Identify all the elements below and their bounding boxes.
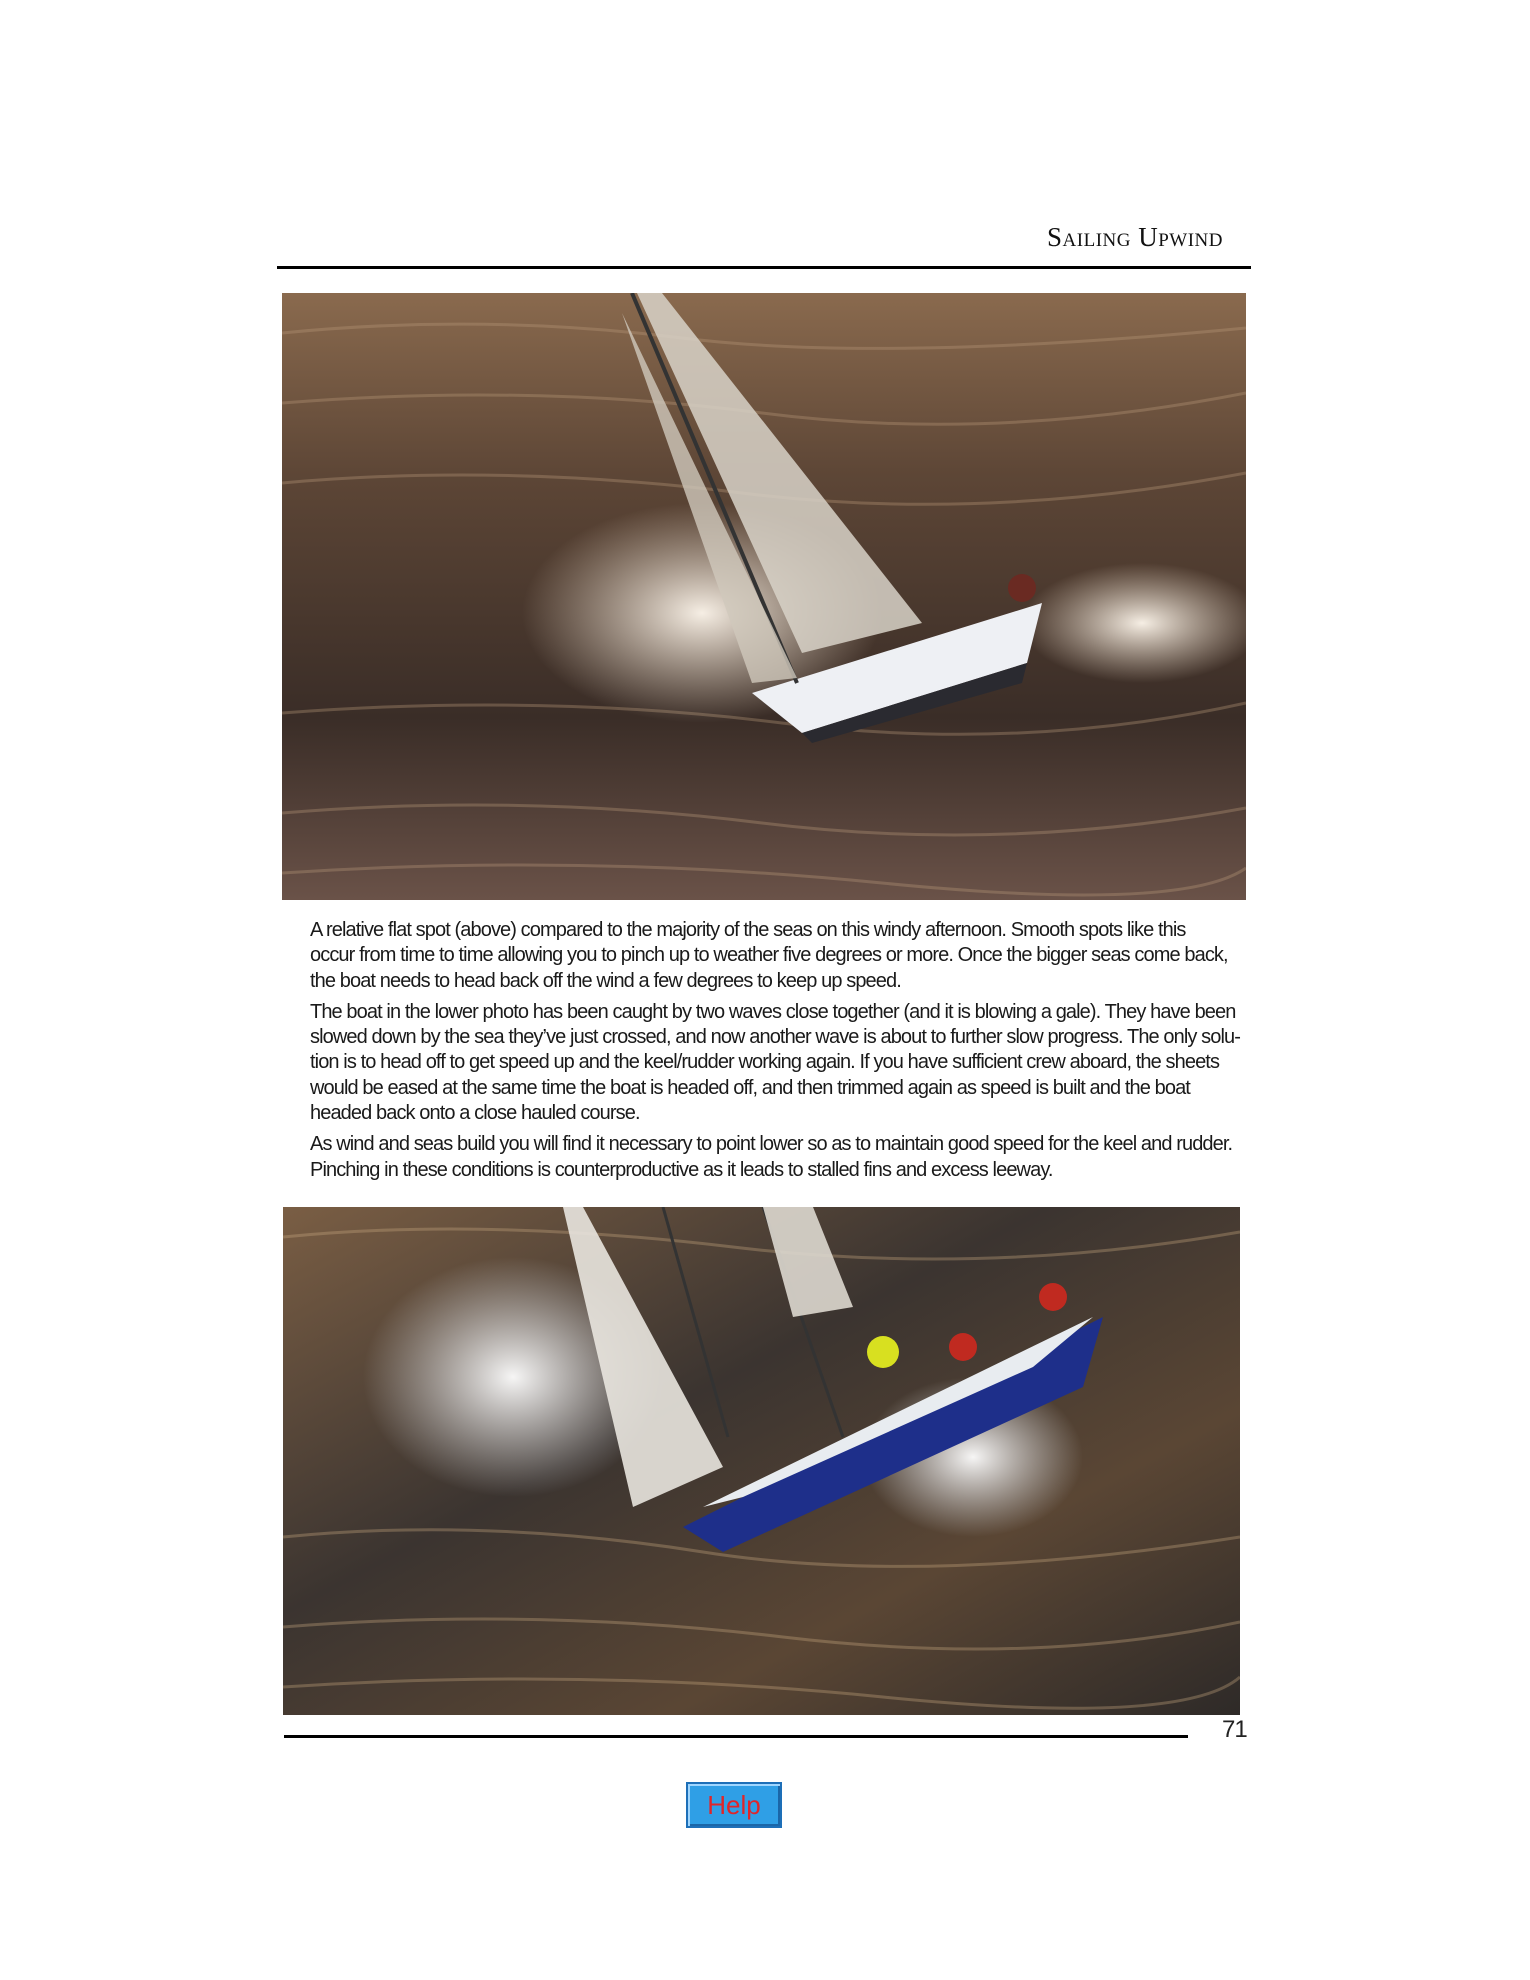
- caption-line: the boat needs to head back off the wind a few degrees to keep up speed.: [310, 969, 901, 992]
- caption-paragraph: [310, 1132, 1233, 1183]
- caption-line: Pinching in these conditions is counterproductive as it leads to stalled fins and excess leeway.: [310, 1158, 1053, 1181]
- caption-paragraph: [310, 1000, 1241, 1126]
- caption-line: headed back onto a close hauled course.: [310, 1102, 640, 1125]
- caption-line: would be eased at the same time the boat is headed off, and then trimmed again as speed is built and the boat: [310, 1076, 1190, 1099]
- caption-line: As wind and seas build you will find it necessary to point lower so as to maintain good speed for the keel and rudder.: [310, 1133, 1233, 1156]
- caption-line: slowed down by the sea they’ve just crossed, and now another wave is about to further slow progress. The only solu-: [310, 1026, 1241, 1049]
- top-photo: [282, 293, 1246, 900]
- page-number: 71: [1222, 1716, 1247, 1743]
- caption-line: tion is to head off to get speed up and the keel/rudder working again. If you have sufficient crew aboard, the sheets: [310, 1051, 1220, 1074]
- header-rule: [277, 266, 1251, 269]
- footer-rule: [284, 1735, 1188, 1738]
- caption-paragraph: [310, 918, 1230, 994]
- help-button[interactable]: Help: [686, 1782, 782, 1828]
- caption-line: A relative flat spot (above) compared to the majority of the seas on this windy afternoon. Smooth spots like this: [310, 919, 1186, 941]
- bottom-photo: [283, 1207, 1240, 1715]
- caption-line: The boat in the lower photo has been caught by two waves close together (and it is blowing a gale). They have been: [310, 1000, 1236, 1023]
- running-header: Sailing Upwind: [1047, 222, 1223, 252]
- caption-text: [310, 918, 1241, 1189]
- caption-line: occur from time to time allowing you to pinch up to weather five degrees or more. Once the bigger seas come back,: [310, 944, 1228, 967]
